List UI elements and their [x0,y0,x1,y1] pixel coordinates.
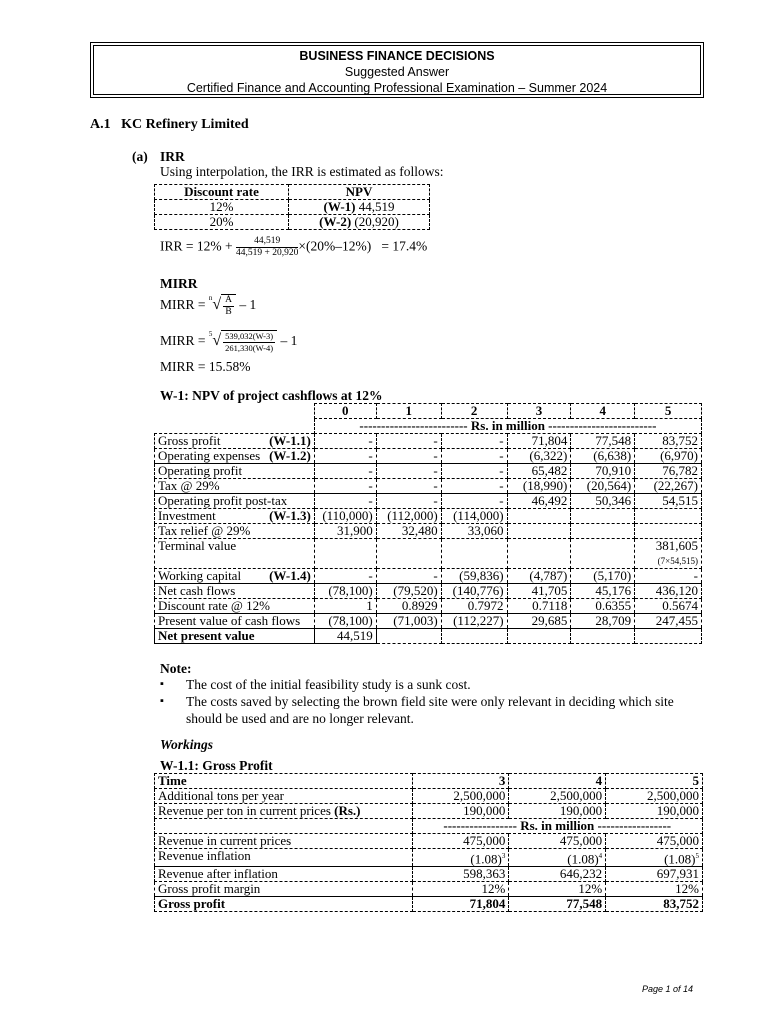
mirr-formula-values: MIRR = $^5$√ $\frac{539,032(W-3)}{261,330(W-4)}$ – 1 [160,330,298,353]
row-ref: (W-1.3) [269,508,311,523]
root-content [221,330,277,354]
cell [509,849,606,867]
cell [441,539,507,569]
w11-unit-row: ----------------- Rs. in million ----------------- [412,819,702,834]
row-label: Working capital [158,568,242,583]
row-label: Revenue in current prices [155,834,413,849]
cell-value: (6,638) [593,448,632,463]
cell-value: (79,520) [393,583,438,598]
row-label-cell [155,524,315,539]
cell [571,569,635,584]
table-row [155,584,702,599]
cell-value: - [499,493,504,508]
notes-list [160,676,690,727]
cell-value: 45,176 [595,583,632,598]
irr-row [155,215,430,230]
empty-cell [571,629,635,644]
cell [571,434,635,449]
empty-cell [441,629,507,644]
cell-value: - [433,463,438,478]
cell [571,509,635,524]
cell: 12% [509,882,606,897]
irr-table [154,184,430,230]
cell-value: - [693,568,698,583]
w11-year: 3 [412,774,509,789]
cell [314,449,376,464]
table-row [155,434,702,449]
irr-intro: Using interpolation, the IRR is estimated as follows: [160,164,444,179]
cell: 190,000 [412,804,509,819]
row-unit: (Rs.) [334,803,361,818]
cell-value: (18,990) [522,478,568,493]
cell [635,479,702,494]
cell [635,509,702,524]
row-label: Investment [158,508,216,523]
cell: 2,500,000 [509,789,606,804]
row-ref: (W-1.4) [269,568,311,583]
cell [441,494,507,509]
cell [635,449,702,464]
cell-value: 0.6355 [595,598,632,613]
irr-ref: (W-2) [319,214,352,229]
cell-value: (6,970) [660,448,698,463]
cell [314,494,376,509]
empty-cell [376,629,441,644]
cell [376,599,441,614]
cell-value: 31,900 [337,523,373,538]
cell: 598,363 [412,867,509,882]
cell [606,849,703,867]
irr-header-npv: NPV [289,185,430,200]
root-index: 5 [208,330,213,338]
cell [376,494,441,509]
cell [635,584,702,599]
row-label-cell [155,494,315,509]
cell-value: (140,776) [452,583,504,598]
row-ref: (W-1.1) [269,433,311,448]
npv-label: Net present value [155,629,315,644]
cell [635,539,702,569]
cell-value: 33,060 [467,523,504,538]
cell: 475,000 [412,834,509,849]
cell [507,539,571,569]
cell-value: 247,455 [655,613,698,628]
table-row [155,789,703,804]
irr-formula-lhs: IRR = 12% + [160,238,233,254]
cell: 12% [606,882,703,897]
irr-npv: (20,920) [354,214,399,229]
cell-value: 50,346 [595,493,632,508]
cell [441,524,507,539]
cell: 83,752 [606,897,703,912]
irr-rate: 20% [155,215,289,230]
cell [376,464,441,479]
table-row [155,524,702,539]
cell-value: - [368,493,373,508]
w11-time-label: Time [155,774,413,789]
root-index: n [208,294,213,302]
row-label: Additional tons per year [155,789,413,804]
cell [376,509,441,524]
row-label: Gross profit [158,433,221,448]
inflation-exp: 4 [598,852,603,860]
mirr-den: 261,330(W-4) [225,343,274,353]
cell [441,584,507,599]
cell [314,584,376,599]
row-label: Discount rate @ 12% [158,598,270,613]
table-row [155,867,703,882]
row-label: Gross profit [155,897,413,912]
cell-value: 71,804 [531,433,568,448]
cell-value: (78,100) [328,583,373,598]
w1-year: 5 [635,404,702,419]
table-row [155,539,702,569]
cell [376,584,441,599]
workings-heading: Workings [160,737,214,752]
w1-table [154,403,702,644]
cell [507,494,571,509]
cell: 77,548 [509,897,606,912]
header-subtitle: Suggested Answer [344,65,450,79]
cell [571,614,635,629]
cell-value: (6,322) [529,448,568,463]
row-label: Revenue inflation [155,849,413,867]
cell [571,539,635,569]
cell-value: 83,752 [662,433,698,448]
cell [635,569,702,584]
cell-value: - [368,448,373,463]
cell [571,524,635,539]
irr-ref: (W-1) [323,199,356,214]
inflation-exp: 3 [501,852,506,860]
cell-value: - [433,433,438,448]
table-row [155,479,702,494]
npv-row [155,629,702,644]
cell [507,464,571,479]
cell [441,434,507,449]
cell: 12% [412,882,509,897]
cell [571,464,635,479]
table-row [155,614,702,629]
row-label-cell [155,584,315,599]
mirr-rhs: – 1 [239,297,257,313]
row-label-cell [155,599,315,614]
cell-value: 381,605 [655,538,698,553]
notes-heading: Note: [160,661,192,676]
cell [376,449,441,464]
table-row [155,494,702,509]
irr-rate: 12% [155,200,289,215]
row-label-cell [155,569,315,584]
cell [314,479,376,494]
cell [507,584,571,599]
irr-denominator: 44,519 + 20,920 [235,248,299,258]
row-label: Net cash flows [158,583,236,598]
document-header [90,42,704,98]
cell-value: - [499,463,504,478]
part-label: (a) [132,149,148,164]
cell [571,584,635,599]
cell-value: - [368,568,373,583]
row-label-cell [155,539,315,569]
table-row [155,464,702,479]
w1-year: 1 [376,404,441,419]
cell-value: 54,515 [662,493,698,508]
w1-title: W-1: NPV of project cashflows at 12% [160,388,383,403]
cell: 697,931 [606,867,703,882]
cell: 646,232 [509,867,606,882]
root-content [221,294,236,318]
cell [314,464,376,479]
table-row [155,599,702,614]
cell-value: 41,705 [531,583,568,598]
w1-year: 0 [314,404,376,419]
irr-formula [160,236,427,259]
question-heading [90,117,249,133]
cell [507,449,571,464]
mirr-result: MIRR = 15.58% [160,359,251,374]
row-label: Operating profit post-tax [158,493,288,508]
w11-title: W-1.1: Gross Profit [160,758,273,773]
cell-value: 32,480 [401,523,438,538]
w11-year: 4 [509,774,606,789]
cell-value: (110,000) [322,508,373,523]
irr-formula-rhs: ×(20%–12%) [298,238,372,254]
inflation-base: (1.08) [470,851,502,867]
header-title: BUSINESS FINANCE DECISIONS [299,49,495,63]
w1-year: 3 [507,404,571,419]
cell [441,509,507,524]
row-label: Terminal value [158,538,237,553]
cell-value: 76,782 [662,463,698,478]
cell [635,494,702,509]
page-footer: Page 1 of 14 [641,984,693,994]
row-label-cell [155,434,315,449]
cell [376,434,441,449]
row-label: Tax relief @ 29% [158,523,251,538]
cell [507,569,571,584]
irr-header-rate: Discount rate [155,185,289,200]
row-label-cell [155,449,315,464]
cell-value: - [433,448,438,463]
cell-value: 0.5674 [662,598,698,613]
cell [635,434,702,449]
cell [376,614,441,629]
irr-heading: IRR [160,149,185,164]
cell [376,524,441,539]
empty-cell [635,629,702,644]
cell [314,509,376,524]
irr-npv: 44,519 [358,199,395,214]
table-row [155,897,703,912]
cell [441,479,507,494]
cell [441,569,507,584]
mirr-num: A [225,295,233,305]
cell [441,464,507,479]
irr-result: = 17.4% [381,238,428,254]
cell [376,479,441,494]
cell-value: - [433,568,438,583]
cell [635,464,702,479]
cell-value: 65,482 [531,463,568,478]
cell-value: 77,548 [595,433,632,448]
cell-value: 28,709 [595,613,632,628]
note-item: ▪ The costs saved by selecting the brown field site were only relevant in deciding which site should be used and are no longer relevant. [160,693,690,727]
row-label-cell [155,479,315,494]
row-label: Operating expenses [158,448,261,463]
note-item: ▪ The cost of the initial feasibility study is a sunk cost. [160,676,690,693]
row-label: Tax @ 29% [158,478,220,493]
mirr-rhs: – 1 [280,333,298,349]
cell [376,569,441,584]
inflation-exp: 5 [695,852,699,860]
cell: 190,000 [606,804,703,819]
cell-value: (112,227) [453,613,504,628]
inflation-base: (1.08) [567,851,599,867]
cell-value: (114,000) [453,508,504,523]
row-label: Revenue after inflation [155,867,413,882]
cell-value: - [368,463,373,478]
cell [571,479,635,494]
empty-cell [507,629,571,644]
cell-value: - [499,478,504,493]
question-number: A.1 [90,117,111,132]
cell [635,524,702,539]
w1-year: 2 [441,404,507,419]
cell-value: (78,100) [328,613,373,628]
inflation-base: (1.08) [664,851,696,867]
cell: 2,500,000 [412,789,509,804]
cell-value: (22,267) [653,478,698,493]
irr-numerator: 44,519 [236,236,298,248]
table-row [155,834,703,849]
cell-note: (7×54,515) [657,556,698,566]
cell-value: (71,003) [393,613,438,628]
mirr-lhs: MIRR = [160,333,206,349]
cell [635,599,702,614]
cell-value: (59,836) [459,568,504,583]
cell-value: - [499,448,504,463]
cell [635,614,702,629]
cell [314,614,376,629]
w1-year-row [155,404,702,419]
row-label-cell [155,509,315,524]
cell-value: 436,120 [655,583,698,598]
cell-value: 70,910 [595,463,632,478]
table-row [155,849,703,867]
table-row [155,804,703,819]
cell: 475,000 [509,834,606,849]
cell-value: - [499,433,504,448]
cell [412,849,509,867]
mirr-formula-general: MIRR = $^n$√ $\frac{A}{B}$ – 1 [160,294,257,317]
mirr-lhs: MIRR = [160,297,206,313]
cell [314,539,376,569]
mirr-num: 539,032(W-3) [225,331,274,341]
w1-unit-row: ------------------------- Rs. in million ------------------------- [314,419,701,434]
row-label: Operating profit [158,463,243,478]
irr-row [155,200,430,215]
cell [507,614,571,629]
cell: 475,000 [606,834,703,849]
cell [571,494,635,509]
cell [507,599,571,614]
question-title: KC Refinery Limited [121,117,249,132]
table-row [155,509,702,524]
cell [314,434,376,449]
table-row [155,882,703,897]
cell [314,524,376,539]
mirr-heading: MIRR [160,276,198,291]
cell [441,614,507,629]
cell-value: (4,787) [529,568,568,583]
cell: 2,500,000 [606,789,703,804]
cell-value: 0.7118 [532,598,568,613]
cell-value: 29,685 [531,613,568,628]
cell [314,569,376,584]
cell: 71,804 [412,897,509,912]
row-label-cell [155,464,315,479]
row-ref: (W-1.2) [269,448,311,463]
table-row [155,569,702,584]
mirr-den: B [225,307,232,317]
w11-year: 5 [606,774,703,789]
cell [571,599,635,614]
cell [507,509,571,524]
table-row [155,449,702,464]
cell [441,599,507,614]
cell [507,479,571,494]
cell-value: (5,170) [593,568,632,583]
cell-value: (20,564) [586,478,632,493]
irr-fraction [236,236,298,259]
row-label: Revenue per ton in current prices [158,803,331,818]
cell-value: - [368,433,373,448]
cell-value: 1 [366,598,373,613]
cell-value: 0.7972 [467,598,504,613]
row-label: Gross profit margin [155,882,413,897]
cell-value: - [433,493,438,508]
row-label-cell [155,614,315,629]
cell-value: 46,492 [531,493,568,508]
cell [507,434,571,449]
cell-value: - [368,478,373,493]
cell-value: 0.8929 [401,598,438,613]
npv-value: 44,519 [314,629,376,644]
cell [376,539,441,569]
cell [507,524,571,539]
cell: 190,000 [509,804,606,819]
cell [441,449,507,464]
w11-table [154,773,703,912]
w1-year: 4 [571,404,635,419]
cell [314,599,376,614]
cell-value: (112,000) [387,508,438,523]
cell [571,449,635,464]
row-label: Present value of cash flows [158,613,301,628]
header-exam: Certified Finance and Accounting Professional Examination – Summer 2024 [186,81,608,95]
cell-value: - [433,478,438,493]
